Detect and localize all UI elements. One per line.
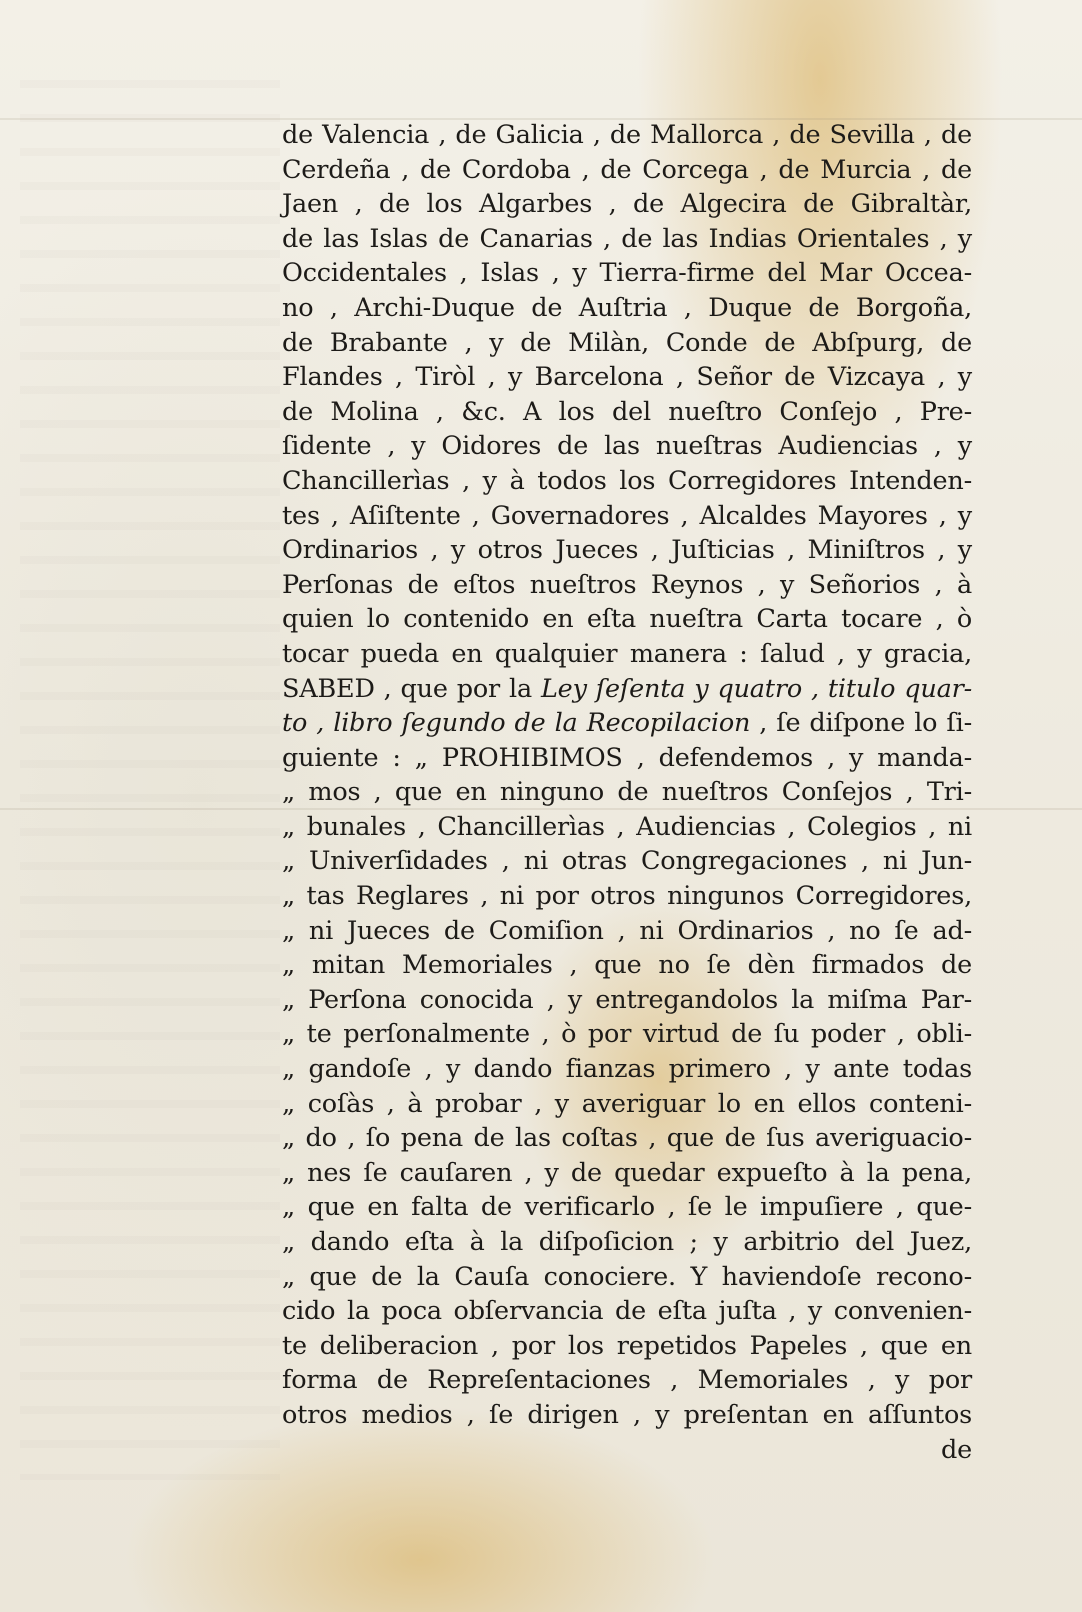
text-line <box>282 1225 972 1260</box>
text-line <box>282 1363 972 1398</box>
text-line <box>282 1190 972 1225</box>
text-line <box>282 672 972 707</box>
text-line <box>282 291 972 326</box>
text-line <box>282 948 972 983</box>
text-run: de Valencia , de Galicia , de Mallorca , de Sevilla , de <box>282 120 972 150</box>
text-line <box>282 429 972 464</box>
text-line <box>282 1329 972 1364</box>
text-run: „ Univerſidades , ni otras Congregaciones , ni Jun- <box>282 846 972 877</box>
text-run: de las Islas de Canarias , de las Indias Orientales , y <box>282 223 972 254</box>
text-run: Chancillerìas , y à todos los Corregidores Intenden- <box>282 465 972 496</box>
text-line <box>282 118 972 153</box>
text-line <box>282 844 972 879</box>
italic-text: Ley ſeſenta y quatro , titulo quar- <box>540 673 972 704</box>
text-line <box>282 914 972 949</box>
text-line <box>282 602 972 637</box>
text-line <box>282 187 972 222</box>
text-line <box>282 568 972 603</box>
text-run: „ nes ſe cauſaren , y de quedar expueſto à la pena, <box>282 1157 972 1188</box>
text-line <box>282 1121 972 1156</box>
text-run: Jaen , de los Algarbes , de Algecira de Gibraltàr, <box>282 189 972 220</box>
text-line <box>282 1398 972 1433</box>
text-line <box>282 879 972 914</box>
text-run: „ coſàs , à probar , y averiguar lo en ellos conteni- <box>282 1088 972 1119</box>
text-run: „ ni Jueces de Comiſion , ni Ordinarios , no ſe ad- <box>282 915 972 946</box>
text-run: „ do , ſo pena de las coſtas , que de ſus averiguacio- <box>282 1123 972 1154</box>
text-run: „ tas Reglares , ni por otros ningunos Corregidores, <box>282 881 972 912</box>
text-line <box>282 1156 972 1191</box>
text-line <box>282 983 972 1018</box>
text-run: forma de Repreſentaciones , Memoriales , y por <box>282 1365 972 1396</box>
document-body <box>282 118 972 1467</box>
text-run: de Brabante , y de Milàn, Conde de Abſpurg, de <box>282 327 972 358</box>
text-run: no , Archi-Duque de Auſtria , Duque de Borgoña, <box>282 292 972 323</box>
text-line <box>282 1017 972 1052</box>
text-run: „ que en falta de verificarlo , ſe le impuſiere , que- <box>282 1192 972 1223</box>
text-run: „ dando eſta à la diſpoſicion ; y arbitrio del Juez, <box>282 1227 972 1257</box>
text-line <box>282 153 972 188</box>
show-through-shadow <box>20 80 280 1480</box>
text-run: tes , Aſiſtente , Governadores , Alcaldes Mayores , y <box>282 500 972 531</box>
text-line <box>282 637 972 672</box>
text-run: Cerdeña , de Cordoba , de Corcega , de Murcia , de <box>282 154 972 185</box>
text-line <box>282 810 972 845</box>
text-run: quien lo contenido en eſta nueſtra Carta tocare , ò <box>282 604 972 635</box>
text-run: Ordinarios , y otros Jueces , Juſticias , Miniſtros , y <box>282 535 972 566</box>
text-run: ſidente , y Oidores de las nueſtras Audiencias , y <box>282 431 972 462</box>
text-line <box>282 706 972 741</box>
text-run: otros medios , ſe dirigen , y preſentan en aſſuntos <box>282 1399 972 1430</box>
text-line <box>282 395 972 430</box>
text-run: „ mitan Memoriales , que no ſe dèn firmados de <box>282 950 972 981</box>
text-line <box>282 256 972 291</box>
text-line <box>282 464 972 499</box>
text-line <box>282 741 972 776</box>
text-run: „ Perſona conocida , y entregandolos la miſma Par- <box>282 984 972 1015</box>
text-line <box>282 1294 972 1329</box>
text-run: „ te perſonalmente , ò por virtud de ſu poder , obli- <box>282 1019 972 1050</box>
text-run: SABED , que por la <box>282 673 541 704</box>
text-line <box>282 222 972 257</box>
text-run: guiente : „ PROHIBIMOS , defendemos , y manda- <box>282 742 972 773</box>
text-run: „ que de la Cauſa conociere. Y haviendoſe recono- <box>282 1261 972 1292</box>
text-line <box>282 326 972 361</box>
catchword: de <box>940 1434 972 1465</box>
text-run: te deliberacion , por los repetidos Papeles , que en <box>282 1330 972 1361</box>
text-line <box>282 533 972 568</box>
text-line <box>282 1260 972 1295</box>
italic-text: to , libro ſegundo de la Recopilacion <box>282 708 751 739</box>
text-line <box>282 499 972 534</box>
text-line <box>282 1087 972 1122</box>
text-run: Flandes , Tiròl , y Barcelona , Señor de Vizcaya , y <box>282 362 972 393</box>
text-run: , ſe diſpone lo ſi- <box>750 708 972 739</box>
text-run: tocar pueda en qualquier manera : ſalud , y gracia, <box>282 638 972 669</box>
text-run: „ gandoſe , y dando fianzas primero , y ante todas <box>282 1054 972 1085</box>
text-line <box>282 360 972 395</box>
text-line <box>282 775 972 810</box>
text-run: cido la poca obſervancia de eſta juſta , y convenien- <box>282 1296 972 1327</box>
text-run: „ mos , que en ninguno de nueſtros Conſejos , Tri- <box>282 777 972 808</box>
text-run: „ bunales , Chancillerìas , Audiencias , Colegios , ni <box>282 811 972 842</box>
text-line <box>282 1052 972 1087</box>
text-run: Occidentales , Islas , y Tierra-firme del Mar Occea- <box>282 258 972 289</box>
text-run: de Molina , &c. A los del nueſtro Conſejo , Pre- <box>282 396 972 427</box>
text-run: Perſonas de eſtos nueſtros Reynos , y Señorios , à <box>282 569 972 600</box>
